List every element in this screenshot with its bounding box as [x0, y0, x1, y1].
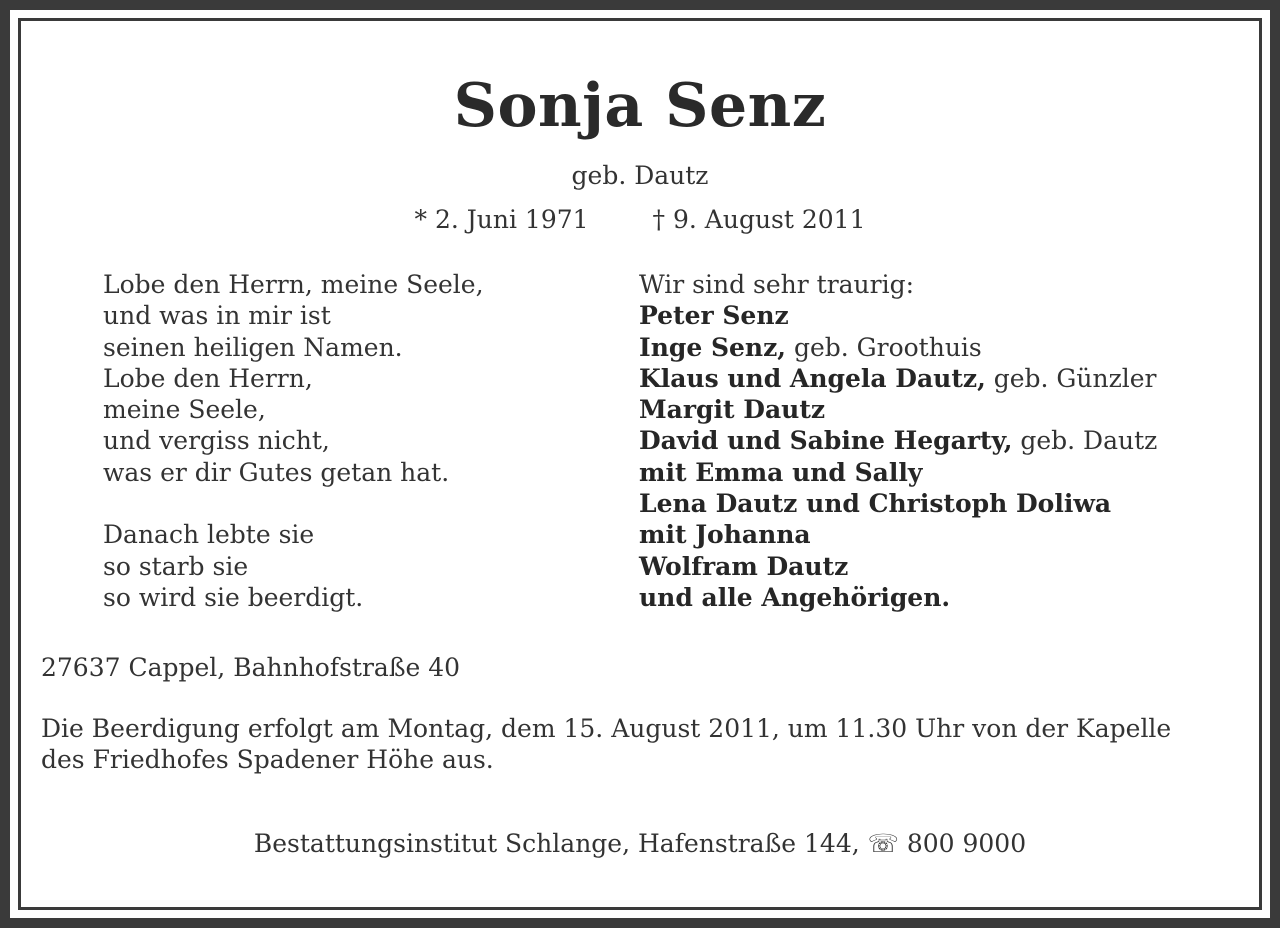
mourner-name: David und Sabine Hegarty,	[639, 426, 1013, 456]
funeral-info	[41, 713, 1231, 775]
birth-date: * 2. Juni 1971	[414, 205, 589, 234]
mourner-entry	[639, 551, 1157, 582]
verse-line: und was in mir ist	[103, 301, 331, 331]
mourner-note: geb. Günzler	[985, 363, 1157, 393]
notice-outer-frame	[10, 10, 1270, 918]
mourner-name: und alle Angehörigen.	[639, 582, 951, 612]
deceased-name: Sonja Senz	[453, 71, 827, 141]
verse-line: Lobe den Herrn, meine Seele,	[103, 270, 484, 299]
verse-line: und vergiss nicht,	[103, 426, 330, 456]
mourner-name: Peter Senz	[639, 301, 789, 331]
mourners-column	[639, 269, 1157, 613]
mourner-name: Lena Dautz und Christoph Doliwa	[639, 489, 1112, 519]
verse-line: Danach lebte sie	[103, 520, 315, 550]
verse-gap	[103, 488, 484, 519]
mourner-entry	[639, 425, 1157, 456]
mourner-entry	[639, 363, 1157, 394]
mourner-note: geb. Groothuis	[786, 332, 982, 362]
funeral-line: des Friedhofes Spadener Höhe aus.	[41, 745, 494, 774]
mourner-name: mit Johanna	[639, 520, 811, 550]
verse-line: Lobe den Herrn,	[103, 363, 313, 393]
mourner-entry	[639, 488, 1157, 519]
mourner-name: Inge Senz,	[639, 332, 786, 362]
mourner-entry	[639, 582, 1157, 613]
mourner-entry	[639, 457, 1157, 488]
life-dates	[21, 205, 1259, 234]
mourner-entry	[639, 332, 1157, 363]
verse-column	[103, 269, 484, 613]
mourner-name: Wolfram Dautz	[639, 551, 849, 581]
verse-line: so wird sie beerdigt.	[103, 582, 364, 612]
mourner-entry	[639, 300, 1157, 331]
mourner-name: Klaus und Angela Dautz,	[639, 363, 986, 393]
mourner-name: Margit Dautz	[639, 395, 826, 425]
verse-line: seinen heiligen Namen.	[103, 332, 403, 362]
notice-inner-frame	[18, 18, 1262, 910]
mourner-entry	[639, 519, 1157, 550]
verse-line: meine Seele,	[103, 395, 266, 425]
maiden-name: geb. Dautz	[571, 161, 709, 190]
funeral-line: Die Beerdigung erfolgt am Montag, dem 15. August 2011, um 11.30 Uhr von der Kapelle	[41, 714, 1172, 743]
death-date: † 9. August 2011	[652, 205, 866, 234]
family-address: 27637 Cappel, Bahnhofstraße 40	[41, 653, 461, 682]
mourner-name: mit Emma und Sally	[639, 457, 923, 487]
mourner-note: geb. Dautz	[1012, 426, 1158, 456]
verse-line: was er dir Gutes getan hat.	[103, 457, 450, 487]
mourner-entry	[639, 394, 1157, 425]
undertaker-info: Bestattungsinstitut Schlange, Hafenstraße 144, ☏ 800 9000	[253, 829, 1027, 858]
verse-line: so starb sie	[103, 551, 249, 581]
mourners-intro: Wir sind sehr traurig:	[639, 270, 915, 299]
